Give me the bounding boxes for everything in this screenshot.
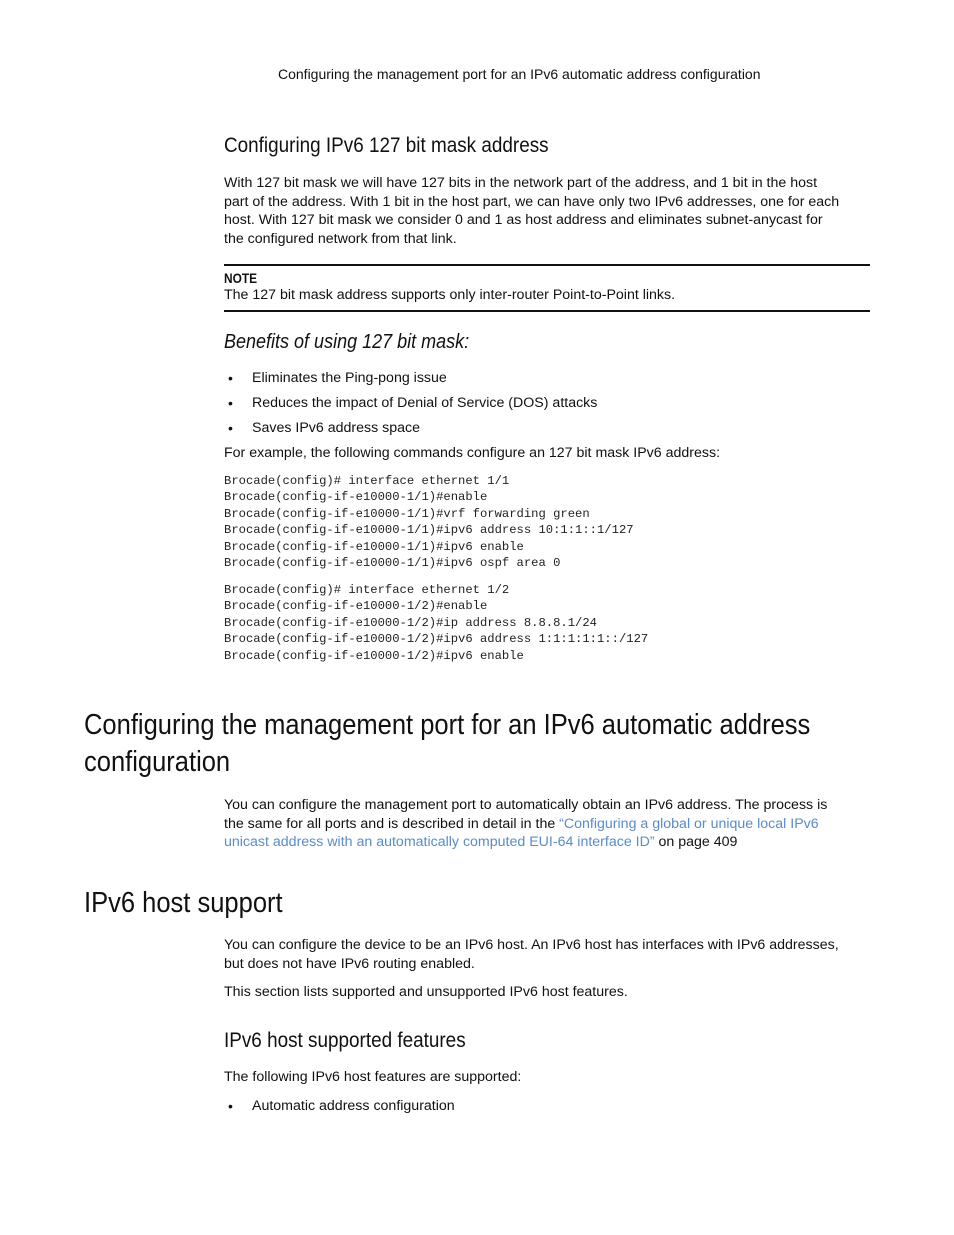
cross-reference-link-continued[interactable]: unicast address with an automatically computed EUI-64 interface ID”: [224, 834, 655, 851]
list-item: [224, 1097, 455, 1122]
host-features-intro: This section lists supported and unsupported IPv6 host features.: [224, 984, 628, 1000]
paragraph-line: the configured network from that link.: [224, 230, 457, 247]
bullet-icon: •: [228, 370, 233, 386]
note-box: [224, 264, 870, 312]
section-heading-127-bit-mask: Configuring IPv6 127 bit mask address: [224, 134, 549, 157]
note-text: The 127 bit mask address supports only inter-router Point-to-Point links.: [224, 287, 676, 303]
paragraph-line: host. With 127 bit mask we consider 0 and 1 as host address and eliminates subnet-anycast for: [224, 212, 823, 229]
list-item: [224, 394, 597, 419]
supported-features-intro: The following IPv6 host features are supported:: [224, 1069, 522, 1085]
section-heading-management-port: [84, 707, 810, 781]
supported-features-list: [224, 1097, 455, 1122]
heading-line: configuration: [84, 746, 231, 778]
management-port-paragraph: [224, 796, 870, 852]
host-support-paragraph: [224, 936, 870, 973]
intro-paragraph: [224, 174, 870, 248]
benefits-heading: Benefits of using 127 bit mask:: [224, 331, 470, 353]
code-block-ethernet-1-1: Brocade(config)# interface ethernet 1/1 Brocade(config-if-e10000-1/1)#enable Brocade(config-if-e10000-1/1)#vrf forwarding green Brocade(config-if-e10000-1/1)#ipv6 address 10:1:1::1/127 Brocade(config-if-e10000-1/1)#ipv6 enable Brocade(config-if-e10000-1/1)#ipv6 ospf area 0: [224, 474, 634, 571]
page-reference: on page 409: [654, 834, 738, 851]
bullet-icon: •: [228, 395, 233, 411]
paragraph-line: part of the address. With 1 bit in the host part, we can have only two IPv6 addresses, one for each: [224, 193, 840, 210]
note-label: NOTE: [224, 270, 258, 286]
benefits-list: [224, 369, 597, 444]
section-heading-ipv6-host-support: IPv6 host support: [84, 887, 283, 919]
code-block-ethernet-1-2: Brocade(config)# interface ethernet 1/2 Brocade(config-if-e10000-1/2)#enable Brocade(config-if-e10000-1/2)#ip address 8.8.8.1/24 Brocade(config-if-e10000-1/2)#ipv6 address 1:1:1:1:1::/127 Brocade(config-if-e10000-1/2)#ipv6 enable: [224, 583, 649, 663]
paragraph-text: the same for all ports and is described in detail in the: [224, 815, 560, 832]
list-item-text: Reduces the impact of Denial of Service (DOS) attacks: [252, 395, 598, 411]
list-item: [224, 369, 597, 394]
bullet-icon: •: [228, 1098, 233, 1114]
list-item-text: Saves IPv6 address space: [252, 420, 420, 436]
paragraph-line: With 127 bit mask we will have 127 bits in the network part of the address, and 1 bit in the host: [224, 175, 818, 191]
list-item-text: Automatic address configuration: [252, 1098, 455, 1114]
paragraph-line: You can configure the management port to automatically obtain an IPv6 address. The process is: [224, 797, 828, 813]
running-header: Configuring the management port for an IPv6 automatic address configuration: [278, 66, 761, 82]
example-intro: For example, the following commands configure an 127 bit mask IPv6 address:: [224, 445, 721, 461]
paragraph-line: [224, 815, 870, 834]
list-item-text: Eliminates the Ping-pong issue: [252, 370, 447, 386]
subsection-heading-supported-features: IPv6 host supported features: [224, 1029, 466, 1052]
heading-line: Configuring the management port for an IPv6 automatic address: [84, 709, 811, 741]
list-item: [224, 419, 597, 444]
paragraph-line: [224, 833, 870, 852]
bullet-icon: •: [228, 420, 233, 436]
paragraph-line: but does not have IPv6 routing enabled.: [224, 955, 475, 972]
cross-reference-link[interactable]: “Configuring a global or unique local IPv6: [559, 815, 819, 832]
paragraph-line: You can configure the device to be an IPv6 host. An IPv6 host has interfaces with IPv6 addresses,: [224, 937, 839, 953]
